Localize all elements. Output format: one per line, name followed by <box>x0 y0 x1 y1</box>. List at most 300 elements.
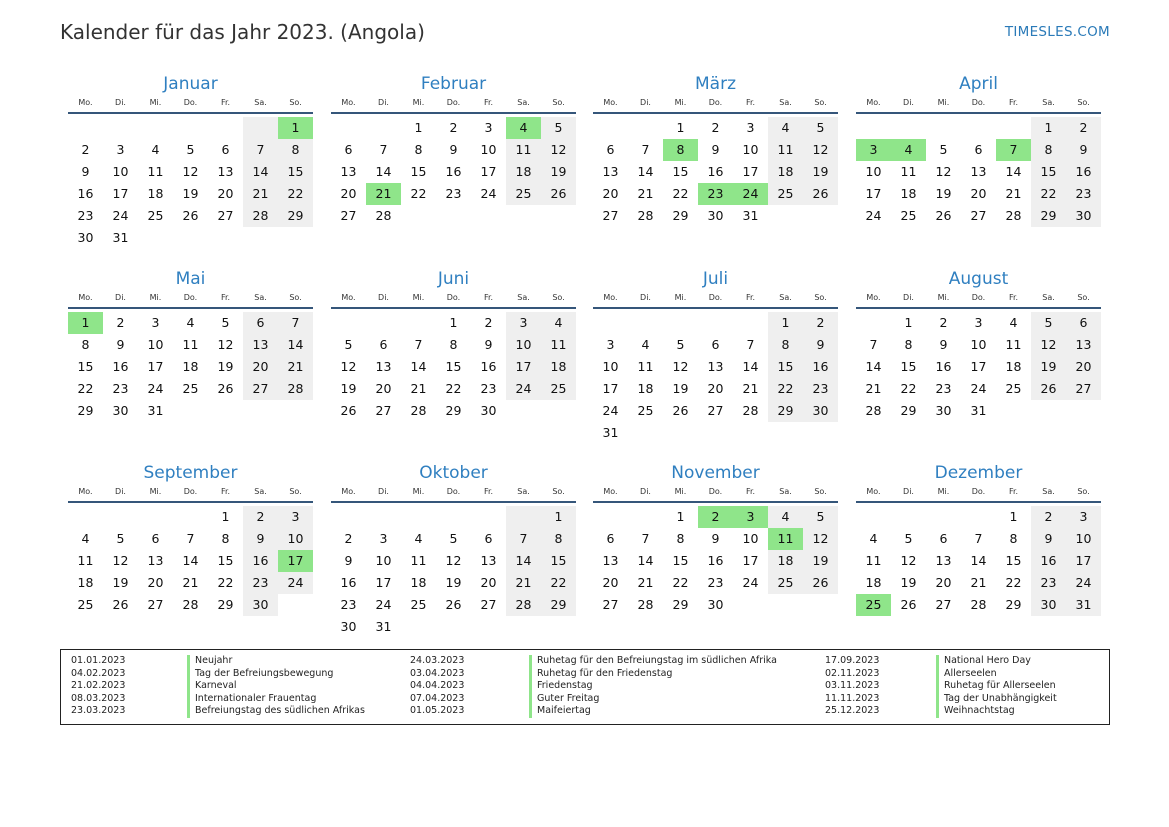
day-cell: 7 <box>278 312 313 334</box>
day-cell: 18 <box>768 550 803 572</box>
empty-cell <box>138 506 173 528</box>
day-cell: 26 <box>112 597 129 612</box>
month-name: April <box>959 74 998 94</box>
holiday-day-cell: 8 <box>663 139 698 161</box>
day-cell: 9 <box>243 528 278 550</box>
day-cell: 14 <box>742 359 759 374</box>
month-block <box>331 73 576 227</box>
day-grid <box>856 117 1101 227</box>
day-cell: 7 <box>641 531 650 546</box>
empty-cell <box>856 117 891 139</box>
day-cell: 25 <box>182 381 199 396</box>
day-cell: 15 <box>278 161 313 183</box>
day-cell: 1 <box>414 120 423 135</box>
legend-row <box>410 668 777 681</box>
day-cell: 28 <box>742 403 759 418</box>
legend-row <box>825 668 1057 681</box>
day-cell: 27 <box>935 597 952 612</box>
day-cell: 22 <box>77 381 94 396</box>
day-cell: 16 <box>935 359 952 374</box>
day-cell: 5 <box>676 337 685 352</box>
weekday-header <box>856 484 1101 503</box>
day-cell: 7 <box>414 337 423 352</box>
day-cell: 31 <box>1066 594 1101 616</box>
day-cell: 21 <box>637 575 654 590</box>
day-cell: 19 <box>1031 356 1066 378</box>
day-cell: 16 <box>707 553 724 568</box>
weekday-label: Do. <box>183 487 198 496</box>
day-cell: 13 <box>375 359 392 374</box>
day-cell: 23 <box>707 575 724 590</box>
holiday-day-cell: 4 <box>506 117 541 139</box>
empty-cell <box>891 117 926 139</box>
weekday-label: So. <box>1077 98 1090 107</box>
month-name: März <box>695 74 736 94</box>
empty-cell <box>891 506 926 528</box>
day-cell: 13 <box>602 164 619 179</box>
holiday-date: 03.11.2023 <box>825 680 880 692</box>
empty-cell <box>628 506 663 528</box>
empty-cell <box>103 506 138 528</box>
day-cell: 25 <box>637 403 654 418</box>
day-cell: 12 <box>803 139 838 161</box>
day-cell: 13 <box>935 553 952 568</box>
day-cell: 5 <box>116 531 125 546</box>
weekday-label: So. <box>814 293 827 302</box>
day-cell: 3 <box>278 506 313 528</box>
weekday-label: Mi. <box>412 487 425 496</box>
day-cell: 9 <box>1066 139 1101 161</box>
weekday-label: Mi. <box>674 487 687 496</box>
day-cell: 15 <box>900 359 917 374</box>
month-name: Februar <box>420 74 487 94</box>
day-cell: 11 <box>147 164 164 179</box>
empty-cell <box>138 117 173 139</box>
day-cell: 27 <box>340 208 357 223</box>
empty-cell <box>663 312 698 334</box>
day-cell: 10 <box>865 164 882 179</box>
day-cell: 20 <box>147 575 164 590</box>
weekday-label: Do. <box>183 293 198 302</box>
day-cell: 26 <box>1031 378 1066 400</box>
legend-column-3 <box>825 655 1057 718</box>
month-block <box>68 268 313 422</box>
day-cell: 28 <box>970 597 987 612</box>
day-cell: 27 <box>147 597 164 612</box>
weekday-header <box>331 290 576 309</box>
weekday-label: Di. <box>640 293 651 302</box>
day-cell: 21 <box>637 186 654 201</box>
day-cell: 2 <box>243 506 278 528</box>
day-cell: 23 <box>480 381 497 396</box>
weekday-label: Mi. <box>937 487 950 496</box>
weekday-label: Sa. <box>779 487 792 496</box>
day-cell: 18 <box>506 161 541 183</box>
month-name: Oktober <box>419 463 488 483</box>
day-cell: 7 <box>186 531 195 546</box>
day-grid <box>856 312 1101 422</box>
legend-column-1 <box>71 655 365 718</box>
day-cell: 8 <box>904 337 913 352</box>
day-cell: 31 <box>602 425 619 440</box>
day-cell: 9 <box>484 337 493 352</box>
day-cell: 8 <box>449 337 458 352</box>
day-cell: 4 <box>768 506 803 528</box>
day-cell: 11 <box>768 139 803 161</box>
day-cell: 12 <box>672 359 689 374</box>
day-cell: 2 <box>1031 506 1066 528</box>
day-cell: 4 <box>1009 315 1018 330</box>
weekday-label: Mo. <box>341 487 356 496</box>
day-cell: 11 <box>182 337 199 352</box>
day-cell: 20 <box>375 381 392 396</box>
day-cell: 19 <box>112 575 129 590</box>
day-cell: 8 <box>221 531 230 546</box>
day-cell: 21 <box>182 575 199 590</box>
day-cell: 13 <box>340 164 357 179</box>
legend-row <box>825 680 1057 693</box>
day-cell: 1 <box>221 509 230 524</box>
day-cell: 13 <box>243 334 278 356</box>
day-cell: 4 <box>768 117 803 139</box>
day-cell: 22 <box>768 378 803 400</box>
day-cell: 7 <box>641 142 650 157</box>
day-cell: 29 <box>77 403 94 418</box>
holiday-date: 21.02.2023 <box>71 680 126 692</box>
holiday-name: Ruhetag für den Befreiungstag im südlichen Afrika <box>529 655 777 668</box>
day-cell: 31 <box>970 403 987 418</box>
day-cell: 18 <box>147 186 164 201</box>
weekday-label: Do. <box>708 98 723 107</box>
legend-row <box>825 655 1057 668</box>
day-cell: 2 <box>1066 117 1101 139</box>
day-cell: 22 <box>410 186 427 201</box>
day-cell: 24 <box>147 381 164 396</box>
month-name: Mai <box>175 269 206 289</box>
day-cell: 19 <box>182 186 199 201</box>
weekday-label: Di. <box>378 98 389 107</box>
day-cell: 18 <box>768 161 803 183</box>
month-name: September <box>143 463 238 483</box>
day-cell: 6 <box>221 142 230 157</box>
holiday-date: 04.02.2023 <box>71 667 126 679</box>
brand-link[interactable]: TIMESLES.COM <box>1004 24 1110 40</box>
day-cell: 17 <box>742 164 759 179</box>
holiday-date: 02.11.2023 <box>825 667 880 679</box>
weekday-label: Mo. <box>603 487 618 496</box>
holiday-name: Friedenstag <box>529 680 593 693</box>
weekday-header <box>593 290 838 309</box>
day-cell: 30 <box>480 403 497 418</box>
day-cell: 16 <box>243 550 278 572</box>
month-block <box>856 73 1101 227</box>
day-cell: 18 <box>637 381 654 396</box>
weekday-label: Fr. <box>483 487 494 496</box>
weekday-label: Mi. <box>149 98 162 107</box>
day-cell: 16 <box>340 575 357 590</box>
holiday-date: 11.11.2023 <box>825 692 880 704</box>
day-cell: 1 <box>676 120 685 135</box>
day-cell: 5 <box>186 142 195 157</box>
day-grid <box>331 312 576 422</box>
weekday-label: So. <box>552 293 565 302</box>
day-cell: 28 <box>410 403 427 418</box>
day-grid <box>68 312 313 422</box>
day-cell: 17 <box>970 359 987 374</box>
weekday-label: Mo. <box>341 293 356 302</box>
empty-cell <box>628 117 663 139</box>
day-cell: 16 <box>445 164 462 179</box>
day-cell: 14 <box>243 161 278 183</box>
weekday-label: So. <box>1077 293 1090 302</box>
day-cell: 19 <box>541 161 576 183</box>
day-cell: 19 <box>935 186 952 201</box>
day-cell: 26 <box>803 572 838 594</box>
day-cell: 10 <box>602 359 619 374</box>
holiday-day-cell: 24 <box>733 183 768 205</box>
empty-cell <box>68 117 103 139</box>
day-cell: 14 <box>278 334 313 356</box>
month-name: November <box>671 463 760 483</box>
day-cell: 30 <box>77 230 94 245</box>
day-cell: 23 <box>243 572 278 594</box>
month-block <box>593 73 838 227</box>
day-cell: 19 <box>803 550 838 572</box>
day-cell: 20 <box>217 186 234 201</box>
day-cell: 25 <box>768 572 803 594</box>
day-cell: 7 <box>379 142 388 157</box>
empty-cell <box>733 312 768 334</box>
day-cell: 7 <box>746 337 755 352</box>
day-cell: 25 <box>147 208 164 223</box>
holiday-day-cell: 25 <box>856 594 891 616</box>
day-cell: 29 <box>672 597 689 612</box>
weekday-label: Di. <box>378 293 389 302</box>
weekday-label: Sa. <box>1042 293 1055 302</box>
day-cell: 13 <box>602 553 619 568</box>
day-cell: 14 <box>637 553 654 568</box>
weekday-label: Di. <box>903 293 914 302</box>
holiday-date: 04.04.2023 <box>410 680 465 692</box>
weekday-label: Fr. <box>745 293 756 302</box>
day-cell: 28 <box>637 597 654 612</box>
empty-cell <box>628 312 663 334</box>
weekday-header <box>331 484 576 503</box>
day-cell: 10 <box>112 164 129 179</box>
empty-cell <box>961 117 996 139</box>
day-cell: 7 <box>974 531 983 546</box>
day-grid <box>331 117 576 227</box>
day-cell: 21 <box>243 183 278 205</box>
day-cell: 26 <box>672 403 689 418</box>
day-cell: 13 <box>147 553 164 568</box>
day-cell: 7 <box>243 139 278 161</box>
month-block <box>331 268 576 422</box>
day-cell: 10 <box>147 337 164 352</box>
day-cell: 14 <box>970 553 987 568</box>
legend-column-2 <box>410 655 777 718</box>
day-cell: 20 <box>480 575 497 590</box>
day-cell: 17 <box>602 381 619 396</box>
holiday-date: 01.05.2023 <box>410 705 465 717</box>
day-cell: 1 <box>541 506 576 528</box>
month-name: Dezember <box>934 463 1023 483</box>
day-cell: 13 <box>970 164 987 179</box>
day-cell: 8 <box>768 334 803 356</box>
day-cell: 20 <box>1066 356 1101 378</box>
day-cell: 22 <box>217 575 234 590</box>
holiday-name: Internationaler Frauentag <box>187 693 316 706</box>
legend-row <box>825 693 1057 706</box>
day-cell: 4 <box>869 531 878 546</box>
holiday-day-cell: 2 <box>698 506 733 528</box>
weekday-label: Di. <box>378 487 389 496</box>
day-cell: 3 <box>974 315 983 330</box>
day-cell: 4 <box>541 312 576 334</box>
weekday-label: Fr. <box>1008 293 1019 302</box>
day-cell: 24 <box>742 575 759 590</box>
holiday-name: Tag der Befreiungsbewegung <box>187 668 333 681</box>
day-cell: 30 <box>935 403 952 418</box>
day-cell: 29 <box>768 400 803 422</box>
empty-cell <box>593 506 628 528</box>
day-cell: 29 <box>445 403 462 418</box>
empty-cell <box>103 117 138 139</box>
weekday-label: Sa. <box>517 98 530 107</box>
day-cell: 12 <box>217 337 234 352</box>
weekday-label: Do. <box>971 487 986 496</box>
empty-cell <box>173 117 208 139</box>
day-cell: 12 <box>1031 334 1066 356</box>
empty-cell <box>926 117 961 139</box>
day-cell: 11 <box>506 139 541 161</box>
day-cell: 2 <box>344 531 353 546</box>
weekday-label: Fr. <box>745 98 756 107</box>
day-cell: 15 <box>410 164 427 179</box>
legend-row <box>410 693 777 706</box>
day-cell: 15 <box>672 553 689 568</box>
weekday-label: Do. <box>708 293 723 302</box>
day-cell: 20 <box>970 186 987 201</box>
holiday-date: 08.03.2023 <box>71 692 126 704</box>
day-cell: 15 <box>541 550 576 572</box>
day-cell: 5 <box>449 531 458 546</box>
day-cell: 25 <box>768 183 803 205</box>
day-cell: 19 <box>445 575 462 590</box>
day-cell: 11 <box>77 553 94 568</box>
weekday-label: Fr. <box>1008 487 1019 496</box>
day-cell: 6 <box>484 531 493 546</box>
day-cell: 1 <box>768 312 803 334</box>
day-cell: 24 <box>278 572 313 594</box>
day-cell: 30 <box>112 403 129 418</box>
empty-cell <box>331 117 366 139</box>
day-cell: 23 <box>1066 183 1101 205</box>
holiday-day-cell: 3 <box>856 139 891 161</box>
day-cell: 24 <box>865 208 882 223</box>
day-cell: 24 <box>375 597 392 612</box>
weekday-label: Sa. <box>254 293 267 302</box>
day-cell: 3 <box>379 531 388 546</box>
day-cell: 1 <box>676 509 685 524</box>
holiday-day-cell: 17 <box>278 550 313 572</box>
day-grid <box>68 506 313 616</box>
day-cell: 5 <box>541 117 576 139</box>
empty-cell <box>593 312 628 334</box>
day-cell: 27 <box>707 403 724 418</box>
day-cell: 6 <box>1066 312 1101 334</box>
weekday-header <box>593 484 838 503</box>
day-cell: 23 <box>803 378 838 400</box>
empty-cell <box>961 506 996 528</box>
day-cell: 16 <box>707 164 724 179</box>
weekday-label: So. <box>814 98 827 107</box>
legend-row <box>825 705 1057 718</box>
day-cell: 12 <box>935 164 952 179</box>
day-cell: 19 <box>900 575 917 590</box>
day-cell: 8 <box>676 531 685 546</box>
day-cell: 9 <box>711 531 720 546</box>
day-cell: 14 <box>865 359 882 374</box>
month-block <box>68 462 313 616</box>
day-cell: 2 <box>81 142 90 157</box>
month-block <box>593 462 838 616</box>
day-cell: 15 <box>672 164 689 179</box>
empty-cell <box>856 312 891 334</box>
day-cell: 12 <box>112 553 129 568</box>
day-cell: 3 <box>746 120 755 135</box>
weekday-header <box>593 95 838 114</box>
day-cell: 16 <box>1031 550 1066 572</box>
day-cell: 4 <box>81 531 90 546</box>
holiday-date: 25.12.2023 <box>825 705 880 717</box>
month-block <box>593 268 838 444</box>
day-cell: 17 <box>375 575 392 590</box>
day-cell: 4 <box>151 142 160 157</box>
day-cell: 20 <box>340 186 357 201</box>
day-cell: 22 <box>445 381 462 396</box>
day-cell: 28 <box>865 403 882 418</box>
month-block <box>856 268 1101 422</box>
holiday-name: Ruhetag für Allerseelen <box>936 680 1056 693</box>
day-cell: 11 <box>900 164 917 179</box>
day-cell: 23 <box>445 186 462 201</box>
day-cell: 16 <box>803 356 838 378</box>
empty-cell <box>506 506 541 528</box>
day-cell: 8 <box>414 142 423 157</box>
day-cell: 11 <box>1005 337 1022 352</box>
day-cell: 28 <box>278 378 313 400</box>
day-cell: 21 <box>970 575 987 590</box>
empty-cell <box>856 506 891 528</box>
holiday-day-cell: 21 <box>366 183 401 205</box>
weekday-header <box>856 95 1101 114</box>
holiday-name: Maifeiertag <box>529 705 591 718</box>
day-cell: 5 <box>939 142 948 157</box>
day-cell: 23 <box>1031 572 1066 594</box>
day-cell: 17 <box>112 186 129 201</box>
day-cell: 28 <box>506 594 541 616</box>
weekday-label: Mo. <box>866 487 881 496</box>
day-cell: 15 <box>217 553 234 568</box>
day-cell: 6 <box>243 312 278 334</box>
day-cell: 10 <box>1066 528 1101 550</box>
holiday-day-cell: 3 <box>733 506 768 528</box>
weekday-label: Mo. <box>78 487 93 496</box>
holiday-name: Ruhetag für den Friedenstag <box>529 668 672 681</box>
day-cell: 16 <box>112 359 129 374</box>
day-cell: 9 <box>803 334 838 356</box>
